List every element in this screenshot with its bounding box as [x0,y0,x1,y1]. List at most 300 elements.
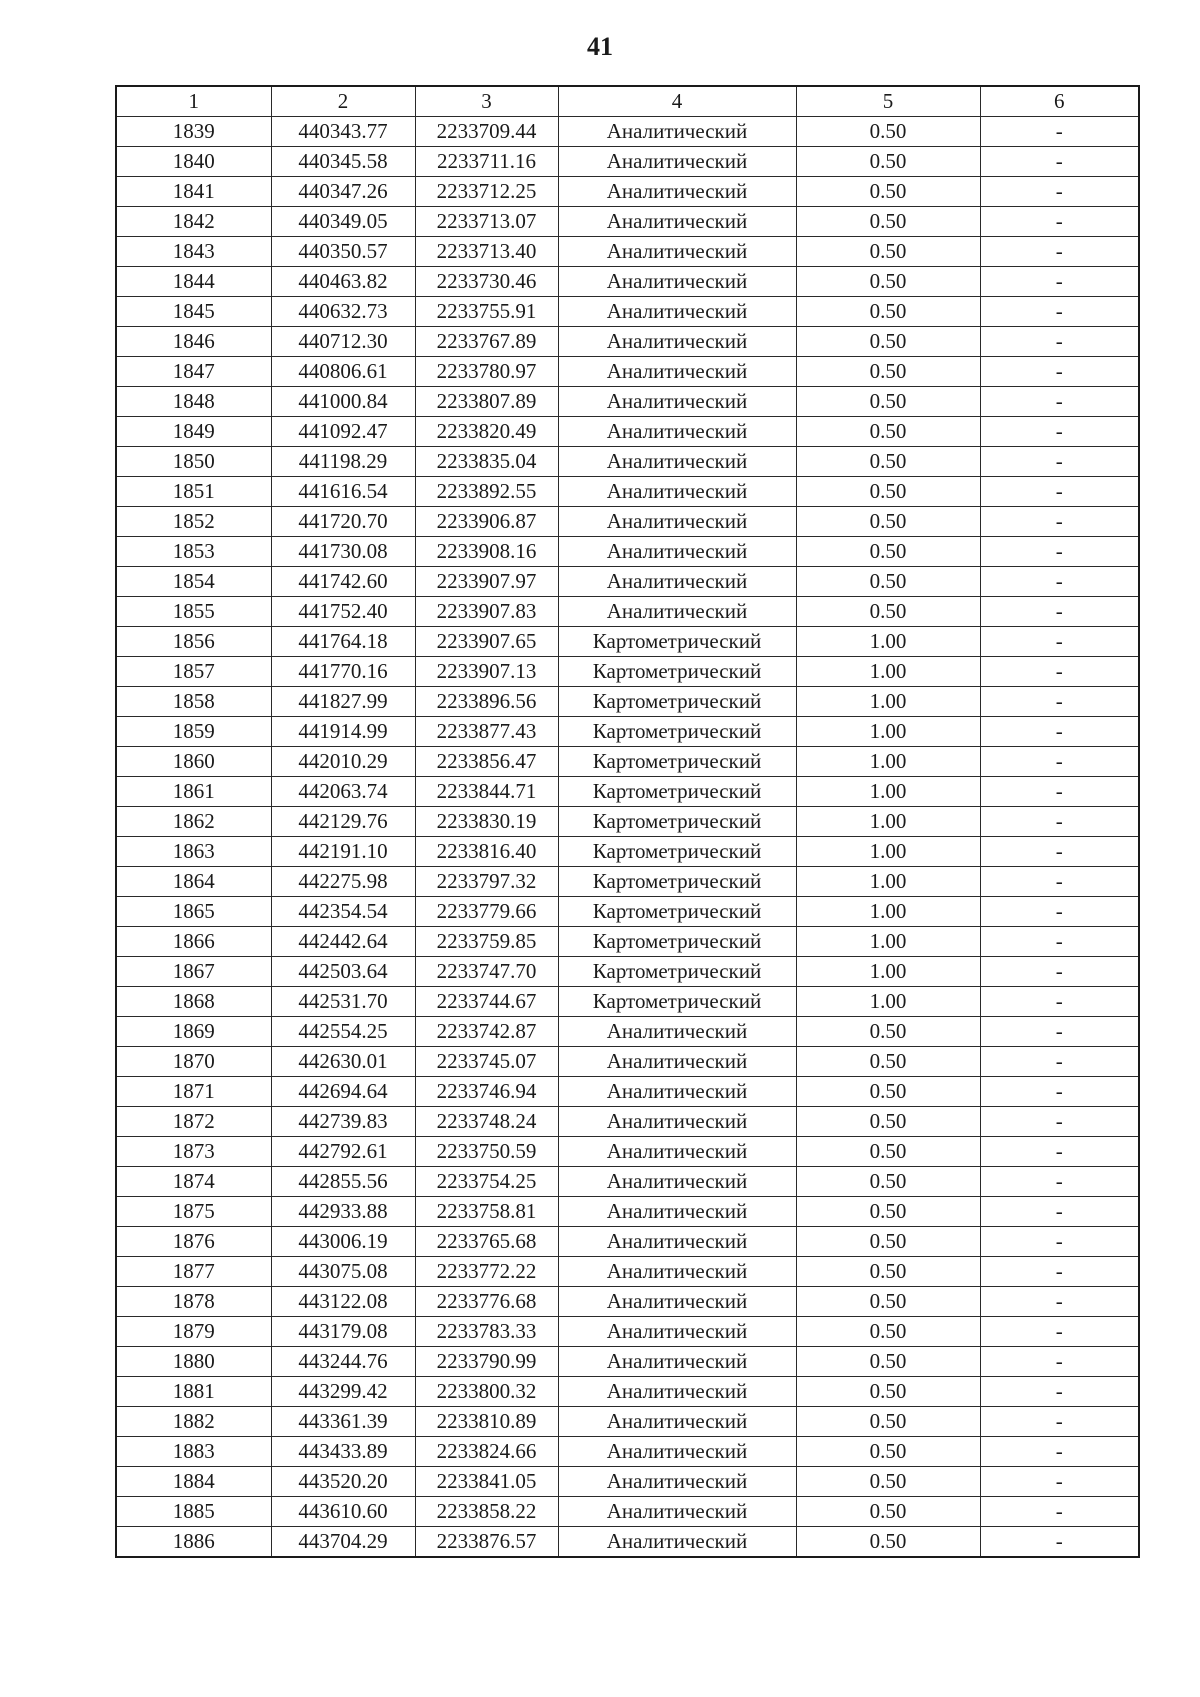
x-coordinate-cell: 441720.70 [271,507,415,537]
y-coordinate-cell: 2233906.87 [415,507,558,537]
method-cell: Аналитический [558,1137,796,1167]
y-coordinate-cell: 2233830.19 [415,807,558,837]
x-coordinate-cell: 442503.64 [271,957,415,987]
y-coordinate-cell: 2233856.47 [415,747,558,777]
table-row [116,717,1139,747]
table-body [116,117,1139,1558]
accuracy-cell: 0.50 [796,1197,980,1227]
x-coordinate-cell: 441914.99 [271,717,415,747]
point-number-cell: 1879 [116,1317,271,1347]
point-number-cell: 1875 [116,1197,271,1227]
y-coordinate-cell: 2233709.44 [415,117,558,147]
x-coordinate-cell: 440345.58 [271,147,415,177]
x-coordinate-cell: 442933.88 [271,1197,415,1227]
note-cell: - [980,927,1139,957]
table-row [116,1317,1139,1347]
point-number-cell: 1849 [116,417,271,447]
y-coordinate-cell: 2233765.68 [415,1227,558,1257]
accuracy-cell: 1.00 [796,897,980,927]
y-coordinate-cell: 2233767.89 [415,327,558,357]
note-cell: - [980,987,1139,1017]
note-cell: - [980,147,1139,177]
method-cell: Аналитический [558,1347,796,1377]
note-cell: - [980,597,1139,627]
accuracy-cell: 0.50 [796,1167,980,1197]
point-number-cell: 1882 [116,1407,271,1437]
note-cell: - [980,1317,1139,1347]
table-row [116,147,1139,177]
note-cell: - [980,1257,1139,1287]
y-coordinate-cell: 2233783.33 [415,1317,558,1347]
accuracy-cell: 0.50 [796,147,980,177]
y-coordinate-cell: 2233776.68 [415,1287,558,1317]
accuracy-cell: 0.50 [796,1137,980,1167]
note-cell: - [980,1017,1139,1047]
x-coordinate-cell: 440806.61 [271,357,415,387]
y-coordinate-cell: 2233797.32 [415,867,558,897]
column-header: 3 [415,86,558,117]
accuracy-cell: 0.50 [796,1467,980,1497]
x-coordinate-cell: 442855.56 [271,1167,415,1197]
accuracy-cell: 1.00 [796,807,980,837]
method-cell: Аналитический [558,1317,796,1347]
table-row [116,1437,1139,1467]
x-coordinate-cell: 443520.20 [271,1467,415,1497]
y-coordinate-cell: 2233712.25 [415,177,558,207]
accuracy-cell: 0.50 [796,1107,980,1137]
y-coordinate-cell: 2233755.91 [415,297,558,327]
point-number-cell: 1872 [116,1107,271,1137]
point-number-cell: 1841 [116,177,271,207]
note-cell: - [980,1437,1139,1467]
x-coordinate-cell: 441752.40 [271,597,415,627]
note-cell: - [980,627,1139,657]
note-cell: - [980,417,1139,447]
accuracy-cell: 0.50 [796,297,980,327]
method-cell: Аналитический [558,537,796,567]
point-number-cell: 1874 [116,1167,271,1197]
x-coordinate-cell: 441730.08 [271,537,415,567]
table-row [116,1077,1139,1107]
y-coordinate-cell: 2233907.83 [415,597,558,627]
method-cell: Аналитический [558,1257,796,1287]
table-row [116,327,1139,357]
y-coordinate-cell: 2233750.59 [415,1137,558,1167]
y-coordinate-cell: 2233841.05 [415,1467,558,1497]
point-number-cell: 1866 [116,927,271,957]
table-row [116,747,1139,777]
point-number-cell: 1840 [116,147,271,177]
note-cell: - [980,507,1139,537]
point-number-cell: 1865 [116,897,271,927]
accuracy-cell: 1.00 [796,657,980,687]
column-header: 5 [796,86,980,117]
page-number: 41 [587,32,613,61]
accuracy-cell: 0.50 [796,327,980,357]
accuracy-cell: 0.50 [796,1017,980,1047]
column-header: 1 [116,86,271,117]
method-cell: Аналитический [558,477,796,507]
note-cell: - [980,177,1139,207]
table-row [116,1167,1139,1197]
accuracy-cell: 0.50 [796,357,980,387]
note-cell: - [980,537,1139,567]
y-coordinate-cell: 2233713.07 [415,207,558,237]
note-cell: - [980,657,1139,687]
method-cell: Аналитический [558,417,796,447]
x-coordinate-cell: 441770.16 [271,657,415,687]
x-coordinate-cell: 442191.10 [271,837,415,867]
accuracy-cell: 0.50 [796,117,980,147]
point-number-cell: 1877 [116,1257,271,1287]
accuracy-cell: 0.50 [796,207,980,237]
y-coordinate-cell: 2233907.97 [415,567,558,597]
y-coordinate-cell: 2233742.87 [415,1017,558,1047]
accuracy-cell: 0.50 [796,177,980,207]
table-row [116,897,1139,927]
table-row [116,1137,1139,1167]
table-row [116,807,1139,837]
method-cell: Аналитический [558,567,796,597]
accuracy-cell: 0.50 [796,477,980,507]
note-cell: - [980,387,1139,417]
accuracy-cell: 0.50 [796,1527,980,1558]
note-cell: - [980,747,1139,777]
x-coordinate-cell: 443244.76 [271,1347,415,1377]
method-cell: Аналитический [558,1287,796,1317]
point-number-cell: 1845 [116,297,271,327]
y-coordinate-cell: 2233892.55 [415,477,558,507]
method-cell: Аналитический [558,1497,796,1527]
note-cell: - [980,1377,1139,1407]
table-row [116,417,1139,447]
method-cell: Картометрический [558,987,796,1017]
table-row [116,1527,1139,1558]
accuracy-cell: 1.00 [796,927,980,957]
y-coordinate-cell: 2233896.56 [415,687,558,717]
x-coordinate-cell: 441616.54 [271,477,415,507]
accuracy-cell: 0.50 [796,1077,980,1107]
x-coordinate-cell: 441198.29 [271,447,415,477]
point-number-cell: 1878 [116,1287,271,1317]
table-row [116,1107,1139,1137]
point-number-cell: 1886 [116,1527,271,1558]
table-row [116,1467,1139,1497]
point-number-cell: 1844 [116,267,271,297]
note-cell: - [980,207,1139,237]
method-cell: Картометрический [558,627,796,657]
method-cell: Аналитический [558,357,796,387]
method-cell: Аналитический [558,1527,796,1558]
method-cell: Аналитический [558,1077,796,1107]
point-number-cell: 1855 [116,597,271,627]
y-coordinate-cell: 2233800.32 [415,1377,558,1407]
note-cell: - [980,267,1139,297]
x-coordinate-cell: 443075.08 [271,1257,415,1287]
y-coordinate-cell: 2233908.16 [415,537,558,567]
accuracy-cell: 1.00 [796,777,980,807]
note-cell: - [980,567,1139,597]
point-number-cell: 1867 [116,957,271,987]
table-row [116,447,1139,477]
x-coordinate-cell: 441827.99 [271,687,415,717]
point-number-cell: 1869 [116,1017,271,1047]
note-cell: - [980,807,1139,837]
y-coordinate-cell: 2233907.13 [415,657,558,687]
accuracy-cell: 0.50 [796,507,980,537]
method-cell: Аналитический [558,447,796,477]
note-cell: - [980,1347,1139,1377]
x-coordinate-cell: 440343.77 [271,117,415,147]
point-number-cell: 1842 [116,207,271,237]
point-number-cell: 1846 [116,327,271,357]
point-number-cell: 1881 [116,1377,271,1407]
x-coordinate-cell: 443361.39 [271,1407,415,1437]
point-number-cell: 1861 [116,777,271,807]
note-cell: - [980,1467,1139,1497]
method-cell: Картометрический [558,777,796,807]
point-number-cell: 1864 [116,867,271,897]
table-row [116,357,1139,387]
y-coordinate-cell: 2233747.70 [415,957,558,987]
note-cell: - [980,1047,1139,1077]
table-row [116,567,1139,597]
accuracy-cell: 0.50 [796,417,980,447]
point-number-cell: 1857 [116,657,271,687]
y-coordinate-cell: 2233820.49 [415,417,558,447]
note-cell: - [980,327,1139,357]
note-cell: - [980,1407,1139,1437]
x-coordinate-cell: 442554.25 [271,1017,415,1047]
y-coordinate-cell: 2233758.81 [415,1197,558,1227]
accuracy-cell: 1.00 [796,687,980,717]
x-coordinate-cell: 440712.30 [271,327,415,357]
note-cell: - [980,717,1139,747]
y-coordinate-cell: 2233858.22 [415,1497,558,1527]
y-coordinate-cell: 2233744.67 [415,987,558,1017]
x-coordinate-cell: 443433.89 [271,1437,415,1467]
method-cell: Картометрический [558,807,796,837]
accuracy-cell: 0.50 [796,1047,980,1077]
method-cell: Картометрический [558,717,796,747]
x-coordinate-cell: 442063.74 [271,777,415,807]
accuracy-cell: 0.50 [796,1497,980,1527]
note-cell: - [980,447,1139,477]
note-cell: - [980,687,1139,717]
note-cell: - [980,477,1139,507]
table-row [116,867,1139,897]
table-row [116,597,1139,627]
point-number-cell: 1853 [116,537,271,567]
column-header: 4 [558,86,796,117]
table-row [116,267,1139,297]
accuracy-cell: 0.50 [796,1347,980,1377]
table-row [116,1347,1139,1377]
note-cell: - [980,1527,1139,1558]
x-coordinate-cell: 442792.61 [271,1137,415,1167]
table-row [116,237,1139,267]
accuracy-cell: 1.00 [796,837,980,867]
y-coordinate-cell: 2233807.89 [415,387,558,417]
x-coordinate-cell: 443179.08 [271,1317,415,1347]
x-coordinate-cell: 442531.70 [271,987,415,1017]
point-number-cell: 1876 [116,1227,271,1257]
note-cell: - [980,1167,1139,1197]
point-number-cell: 1885 [116,1497,271,1527]
table-row [116,1497,1139,1527]
x-coordinate-cell: 442694.64 [271,1077,415,1107]
note-cell: - [980,1197,1139,1227]
table-row [116,657,1139,687]
x-coordinate-cell: 440350.57 [271,237,415,267]
method-cell: Аналитический [558,1047,796,1077]
x-coordinate-cell: 442129.76 [271,807,415,837]
x-coordinate-cell: 440347.26 [271,177,415,207]
method-cell: Аналитический [558,1437,796,1467]
method-cell: Картометрический [558,957,796,987]
table-row [116,387,1139,417]
y-coordinate-cell: 2233713.40 [415,237,558,267]
table-row [116,1047,1139,1077]
method-cell: Картометрический [558,897,796,927]
table-row [116,177,1139,207]
method-cell: Картометрический [558,747,796,777]
method-cell: Аналитический [558,207,796,237]
x-coordinate-cell: 443610.60 [271,1497,415,1527]
point-number-cell: 1873 [116,1137,271,1167]
point-number-cell: 1858 [116,687,271,717]
method-cell: Картометрический [558,867,796,897]
point-number-cell: 1863 [116,837,271,867]
y-coordinate-cell: 2233835.04 [415,447,558,477]
point-number-cell: 1856 [116,627,271,657]
table-row [116,927,1139,957]
note-cell: - [980,867,1139,897]
method-cell: Аналитический [558,267,796,297]
accuracy-cell: 0.50 [796,1287,980,1317]
method-cell: Аналитический [558,327,796,357]
accuracy-cell: 0.50 [796,537,980,567]
method-cell: Картометрический [558,657,796,687]
point-number-cell: 1860 [116,747,271,777]
method-cell: Картометрический [558,927,796,957]
table-header-row [116,86,1139,117]
x-coordinate-cell: 443704.29 [271,1527,415,1558]
accuracy-cell: 1.00 [796,957,980,987]
table-row [116,1197,1139,1227]
point-number-cell: 1854 [116,567,271,597]
y-coordinate-cell: 2233754.25 [415,1167,558,1197]
x-coordinate-cell: 442010.29 [271,747,415,777]
note-cell: - [980,837,1139,867]
table-row [116,507,1139,537]
y-coordinate-cell: 2233772.22 [415,1257,558,1287]
note-cell: - [980,1077,1139,1107]
x-coordinate-cell: 441742.60 [271,567,415,597]
table-row [116,297,1139,327]
method-cell: Аналитический [558,387,796,417]
accuracy-cell: 1.00 [796,867,980,897]
table-row [116,837,1139,867]
y-coordinate-cell: 2233810.89 [415,1407,558,1437]
y-coordinate-cell: 2233711.16 [415,147,558,177]
column-header: 6 [980,86,1139,117]
coordinates-table [115,85,1140,1558]
y-coordinate-cell: 2233779.66 [415,897,558,927]
method-cell: Аналитический [558,507,796,537]
method-cell: Картометрический [558,837,796,867]
table-row [116,1257,1139,1287]
table-row [116,1227,1139,1257]
accuracy-cell: 0.50 [796,1377,980,1407]
y-coordinate-cell: 2233745.07 [415,1047,558,1077]
accuracy-cell: 0.50 [796,1407,980,1437]
x-coordinate-cell: 442442.64 [271,927,415,957]
table-row [116,1017,1139,1047]
accuracy-cell: 1.00 [796,747,980,777]
table-row [116,987,1139,1017]
table-row [116,777,1139,807]
x-coordinate-cell: 442739.83 [271,1107,415,1137]
x-coordinate-cell: 441764.18 [271,627,415,657]
method-cell: Аналитический [558,147,796,177]
accuracy-cell: 1.00 [796,987,980,1017]
point-number-cell: 1883 [116,1437,271,1467]
accuracy-cell: 0.50 [796,267,980,297]
point-number-cell: 1843 [116,237,271,267]
point-number-cell: 1852 [116,507,271,537]
y-coordinate-cell: 2233730.46 [415,267,558,297]
y-coordinate-cell: 2233759.85 [415,927,558,957]
note-cell: - [980,1287,1139,1317]
table-row [116,537,1139,567]
note-cell: - [980,1107,1139,1137]
accuracy-cell: 0.50 [796,447,980,477]
note-cell: - [980,1497,1139,1527]
y-coordinate-cell: 2233816.40 [415,837,558,867]
accuracy-cell: 0.50 [796,387,980,417]
note-cell: - [980,237,1139,267]
table-row [116,1407,1139,1437]
accuracy-cell: 0.50 [796,1437,980,1467]
method-cell: Аналитический [558,1227,796,1257]
note-cell: - [980,357,1139,387]
accuracy-cell: 0.50 [796,1227,980,1257]
x-coordinate-cell: 442354.54 [271,897,415,927]
method-cell: Аналитический [558,1467,796,1497]
point-number-cell: 1851 [116,477,271,507]
method-cell: Аналитический [558,1017,796,1047]
method-cell: Аналитический [558,237,796,267]
table-row [116,207,1139,237]
y-coordinate-cell: 2233824.66 [415,1437,558,1467]
y-coordinate-cell: 2233876.57 [415,1527,558,1558]
x-coordinate-cell: 443299.42 [271,1377,415,1407]
y-coordinate-cell: 2233748.24 [415,1107,558,1137]
method-cell: Аналитический [558,1197,796,1227]
accuracy-cell: 0.50 [796,567,980,597]
method-cell: Картометрический [558,687,796,717]
note-cell: - [980,1137,1139,1167]
method-cell: Аналитический [558,1167,796,1197]
point-number-cell: 1848 [116,387,271,417]
point-number-cell: 1884 [116,1467,271,1497]
point-number-cell: 1870 [116,1047,271,1077]
note-cell: - [980,117,1139,147]
x-coordinate-cell: 441092.47 [271,417,415,447]
method-cell: Аналитический [558,597,796,627]
x-coordinate-cell: 441000.84 [271,387,415,417]
